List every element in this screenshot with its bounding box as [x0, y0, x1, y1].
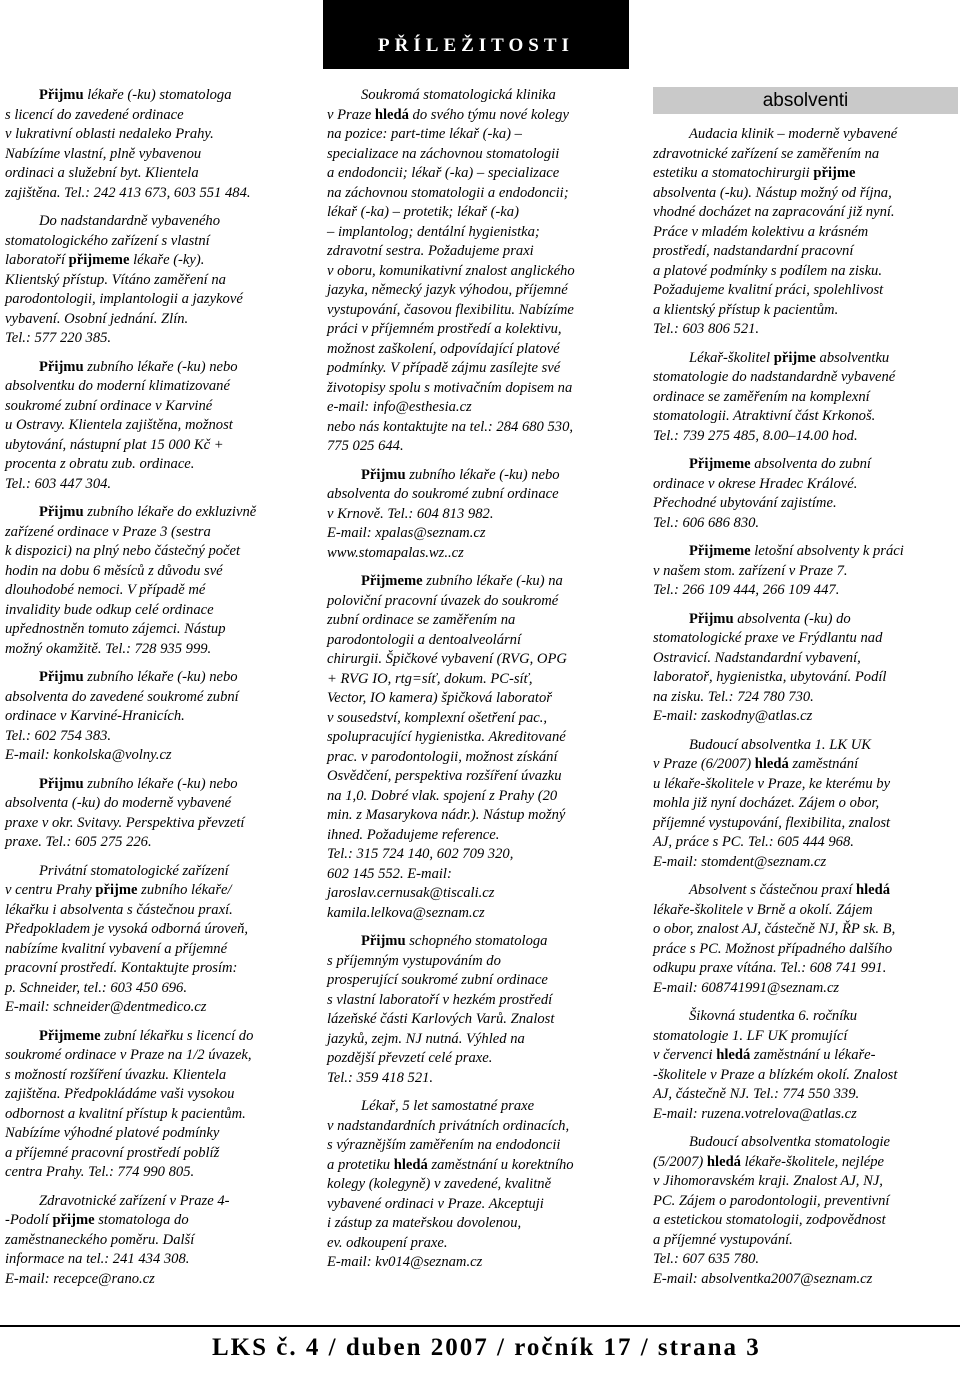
ad-line: i zástup za mateřskou dovolenou,: [327, 1215, 522, 1231]
ad-keyword: hledá: [706, 1153, 741, 1170]
classified-ad: [653, 1007, 956, 1124]
ad-line: procenta z obratu zub. ordinace.: [5, 456, 195, 472]
ad-keyword: Přijmeme: [39, 1027, 101, 1044]
ad-keyword: hledá: [716, 1047, 751, 1063]
ad-line: odkupu praxe vítána. Tel.: 608 741 991.: [653, 960, 887, 976]
ad-line: lékaře-školitele v Brně a okolí. Zájem: [653, 901, 873, 918]
classified-ad: [5, 862, 300, 1018]
ad-line: Přijmu zubního lékaře (-ku) nebo: [39, 669, 238, 685]
column-middle: [327, 86, 629, 1282]
classified-ad: [5, 86, 300, 203]
ad-line: E-mail: konkolska@volny.cz: [5, 747, 172, 763]
ad-line: spolupracující hygienistka. Akreditované: [327, 729, 566, 745]
ad-line: PC. Zájem o parodontologii, preventivní: [653, 1192, 890, 1209]
ad-keyword: Přijmeme: [361, 573, 423, 589]
classified-ad: [5, 358, 300, 495]
ad-line: soukromé ordinace v Praze na 1/2 úvazek,: [5, 1047, 252, 1063]
ad-line: a klientský přístup k pacientům.: [653, 301, 839, 318]
classified-ad: [653, 349, 956, 447]
ad-keyword: přijme: [773, 349, 816, 366]
ad-line: odbornost a kvalitní přístup k pacientům.: [5, 1105, 246, 1122]
ad-line: Tel.: 359 418 521.: [327, 1069, 434, 1086]
ad-line: Vector, IO kamera) špičková laboratoř: [327, 690, 552, 706]
ad-line: absolventku do moderní klimatizované: [5, 378, 230, 394]
ad-line: pozdější převzetí celé praxe.: [327, 1050, 493, 1066]
ad-line: možnost zaškolení, odpovídající platové: [327, 340, 560, 357]
ad-line: a protetiku hledá zaměstnání u korektního: [327, 1156, 574, 1173]
ad-line: v Jihomoravském kraji. Znalost AJ, NJ,: [653, 1173, 883, 1189]
ad-line: a příjemné vystupování.: [653, 1231, 793, 1248]
ad-line: kolegy (kolegyně) v zavedené, kvalitně: [327, 1176, 552, 1192]
ad-line: ordinace v Karviné-Hranicích.: [5, 708, 185, 724]
ad-line: v sousedství, komplexní ošetření pac.,: [327, 709, 548, 726]
ad-line: Přijmu lékaře (-ku) stomatologa: [39, 87, 232, 103]
ad-line: v našem stom. zařízení v Praze 7.: [653, 562, 848, 579]
ad-keyword: přijmeme: [68, 252, 130, 268]
ad-line: a platové podmínky s podílem na zisku.: [653, 262, 883, 279]
ad-line: Přijmu absolventa (-ku) do: [689, 610, 851, 627]
ad-line: Nabízíme výhodné platové podmínky: [5, 1125, 220, 1141]
ad-line: práci v příjemném prostředí a kolektivu,: [327, 321, 562, 337]
ad-line: ordinace se zaměřením na komplexní: [653, 388, 870, 405]
ad-line: soukromé zubní ordinace v Karviné: [5, 397, 213, 414]
ad-line: Lékař, 5 let samostatné praxe: [361, 1098, 535, 1114]
ad-line: stomatologii. Atraktivní část Krkonoš.: [653, 408, 876, 424]
ad-line: absolventa do soukromé zubní ordinace: [327, 486, 559, 502]
ad-line: laboratoří přijmeme lékaře (-ky).: [5, 252, 205, 268]
classified-ad: [5, 503, 300, 659]
ad-line: stomatologického zařízení s vlastní: [5, 232, 210, 249]
classified-ad: [327, 466, 629, 564]
ad-line: Zdravotnické zařízení v Praze 4-: [39, 1192, 230, 1209]
ad-line: absolventa (-ku). Nástup možný od října,: [653, 184, 892, 201]
ad-keyword: Přijmu: [39, 504, 84, 520]
ad-line: zubní ordinace se zaměřením na: [327, 612, 516, 628]
ad-line: Tel.: 739 275 485, 8.00–14.00 hod.: [653, 427, 858, 444]
ad-line: v centru Prahy přijme zubního lékaře/: [5, 882, 232, 898]
ad-line: Tel.: 603 806 521.: [653, 321, 760, 337]
ad-line: příjemné vystupování, flexibilita, znalost: [653, 814, 891, 831]
ad-keyword: Přijmu: [689, 610, 734, 627]
ad-line: upřednostněn tomuto zájemci. Nástup: [5, 621, 226, 637]
ad-line: chirurgii. Špičkové vybavení (RVG, OPG: [327, 651, 567, 667]
ad-line: ubytování, nástupní plat 15 000 Kč +: [5, 436, 224, 453]
ad-line: Lékař-školitel přijme absolventku: [689, 349, 890, 366]
ad-keyword: hledá: [374, 106, 409, 123]
ad-line: pracovní prostředí. Kontaktujte prosím:: [5, 960, 238, 976]
ad-line: v Praze (6/2007) hledá zaměstnání: [653, 756, 859, 772]
ad-line: -Podolí přijme stomatologa do: [5, 1212, 189, 1228]
ad-line: min. z Masarykova nádr.). Nástup možný: [327, 807, 566, 823]
classified-ad: [5, 668, 300, 766]
ad-line: o obor, znalost AJ, částečně NJ, ŘP sk. B,: [653, 921, 896, 937]
ad-line: prostředí, nadstandardní pracovní: [653, 243, 854, 259]
ad-line: v Praze hledá do svého týmu nové kolegy: [327, 106, 569, 123]
ad-line: 775 025 644.: [327, 438, 404, 454]
ad-line: kamila.lelkova@seznam.cz: [327, 904, 485, 921]
ad-line: zdravotnické zařízení se zaměřením na: [653, 145, 880, 162]
ad-keyword: Přijmeme: [689, 456, 751, 472]
ad-line: parodontologii, implantologii a jazykové: [5, 291, 243, 307]
ad-line: zajištěna. Předpokládáme vaši vysokou: [5, 1086, 235, 1102]
section-title: PŘÍLEŽITOSTI: [378, 35, 574, 56]
ad-line: hodin na dobu 6 měsíců z důvodu své: [5, 562, 223, 579]
ad-line: a estetickou stomatologii, zodpovědnost: [653, 1212, 886, 1228]
ad-line: v oboru, komunikativní znalost anglického: [327, 262, 575, 279]
ad-line: www.stomapalas.wz..cz: [327, 544, 464, 561]
ad-line: Do nadstandardně vybaveného: [39, 213, 221, 229]
section-banner: [323, 0, 629, 69]
ad-line: Tel.: 315 724 140, 602 709 320,: [327, 846, 514, 862]
ad-line: u lékaře-školitele v Praze, ke kterému by: [653, 775, 891, 792]
ad-line: s možností rozšíření úvazku. Klientela: [5, 1066, 227, 1083]
ad-line: lékař (-ka) – protetik; lékař (-ka): [327, 204, 519, 220]
ad-line: na záchovnou stomatologii a endodoncii;: [327, 184, 569, 201]
ad-line: E-mail: 608741991@seznam.cz: [653, 979, 840, 996]
ad-line: zajištěna. Tel.: 242 413 673, 603 551 484.: [5, 184, 251, 201]
classified-ad: [653, 1133, 956, 1289]
ad-line: stomatologie 1. LF UK promující: [653, 1027, 848, 1044]
ad-line: Absolvent s částečnou praxí hledá: [689, 882, 891, 898]
ad-line: s příjemným vystupováním do: [327, 952, 501, 969]
ad-line: životopisy spolu s motivačním dopisem na: [327, 379, 573, 396]
ad-line: Tel.: 607 635 780.: [653, 1251, 760, 1267]
ad-line: v lukrativní oblasti nedaleko Prahy.: [5, 126, 214, 142]
ad-line: Přijmeme zubního lékaře (-ku) na: [361, 573, 563, 589]
ad-line: ev. odkoupení praxe.: [327, 1234, 448, 1251]
ad-line: na pozice: part-time lékař (-ka) –: [327, 126, 522, 142]
ad-line: a endodoncii; lékař (-ka) – specializace: [327, 165, 560, 181]
ad-line: E-mail: absolventka2007@seznam.cz: [653, 1270, 873, 1287]
footer-rule: [0, 1325, 960, 1327]
ad-line: e-mail: info@esthesia.cz: [327, 399, 472, 415]
ad-line: Ostravicí. Nadstandardní vybavení,: [653, 649, 861, 666]
column-left: [5, 86, 300, 1298]
ad-line: + RVG IO, rtg=síť, dokum. PC-síť,: [327, 670, 533, 687]
ad-line: Tel.: 603 447 304.: [5, 475, 112, 492]
ad-line: – implantolog; dentální hygienistka;: [327, 223, 540, 240]
absolventi-heading: absolventi: [762, 90, 849, 111]
ad-line: stomatologie do nadstandardně vybavené: [653, 369, 896, 385]
ad-line: podmínky. V případě zájmu zasílejte své: [327, 360, 561, 376]
ad-keyword: přijme: [813, 165, 856, 181]
ad-line: zaměstnaneckého poměru. Další: [5, 1231, 195, 1248]
ad-line: Přijmeme zubní lékařku s licencí do: [39, 1027, 254, 1044]
ad-line: Šikovná studentka 6. ročníku: [689, 1008, 858, 1024]
ad-line: Budoucí absolventka stomatologie: [689, 1134, 891, 1150]
ad-line: vybavení. Osobní jednání. Zlín.: [5, 310, 189, 327]
ad-line: informace na tel.: 241 434 308.: [5, 1251, 190, 1267]
ad-keyword: Přijmu: [39, 358, 84, 375]
ad-keyword: Přijmu: [39, 87, 84, 103]
ad-line: Přijmeme absolventa do zubní: [689, 456, 871, 472]
ad-line: Klientský přístup. Vítáno zaměření na: [5, 271, 226, 288]
ad-line: invalidity bude odkup celé ordinace: [5, 601, 214, 618]
ad-line: dlouhodobé nemoci. V případě mé: [5, 582, 206, 598]
ad-line: centra Prahy. Tel.: 774 990 805.: [5, 1164, 195, 1180]
ad-line: Nabízíme vlastní, plně vybavenou: [5, 145, 202, 162]
classified-ad: [653, 125, 956, 340]
ad-line: v červenci hledá zaměstnání u lékaře-: [653, 1047, 876, 1063]
ad-line: v Krnově. Tel.: 604 813 982.: [327, 505, 494, 522]
ad-keyword: Přijmu: [361, 466, 406, 483]
ad-line: Přijmu zubního lékaře do exkluzivně: [39, 504, 257, 520]
ad-line: prac. v parodontologii, možnost získání: [327, 748, 558, 765]
classified-ad: [5, 775, 300, 853]
ad-line: v nadstandardních privátních ordinacích,: [327, 1117, 570, 1134]
ad-line: Přijmeme letošní absolventy k práci: [689, 543, 904, 559]
ad-line: E-mail: recepce@rano.cz: [5, 1270, 155, 1287]
ad-keyword: přijme: [52, 1212, 95, 1228]
ad-line: jazyků, zejm. NJ nutná. Výhled na: [327, 1030, 525, 1047]
classified-ad: [5, 1027, 300, 1183]
classified-ad: [5, 212, 300, 349]
ad-line: Požadujeme kvalitní práci, spolehlivost: [653, 282, 884, 298]
classified-ad: [5, 1192, 300, 1290]
ad-line: s licencí do zavedené ordinace: [5, 106, 184, 123]
ad-line: absolventa do zavedené soukromé zubní: [5, 688, 239, 705]
ad-line: jazyka, německý jazyk výhodou, příjemné: [327, 282, 568, 298]
classified-ad: [327, 932, 629, 1088]
ad-line: nabízíme kvalitní vybavení a příjemné: [5, 940, 228, 957]
ad-line: praxe v okr. Svitavy. Perspektiva převzetí: [5, 814, 245, 831]
ad-line: AJ, práce s PC. Tel.: 605 444 968.: [653, 834, 854, 850]
ad-line: Soukromá stomatologická klinika: [361, 87, 556, 103]
ad-line: Tel.: 602 754 383.: [5, 727, 112, 744]
ad-line: vhodné docházet na zapracování již nyní.: [653, 204, 895, 220]
ad-line: E-mail: zaskodny@atlas.cz: [653, 708, 813, 724]
ad-line: -školitele v Praze a blízkém okolí. Znalost: [653, 1066, 898, 1083]
ad-line: jaroslav.cernusak@tiscali.cz: [327, 885, 495, 901]
ad-line: AJ, částečně NJ. Tel.: 774 550 339.: [653, 1086, 860, 1102]
ad-keyword: hledá: [393, 1156, 428, 1173]
footer-issue-line: LKS č. 4 / duben 2007 / ročník 17 / strana 3: [212, 1334, 761, 1361]
ad-line: ordinace v okrese Hradec Králové.: [653, 475, 858, 492]
classified-ad: [327, 572, 629, 923]
ad-line: Přijmu zubního lékaře (-ku) nebo: [361, 466, 560, 483]
ad-line: Osvědčení, perspektiva rozšíření úvazku: [327, 768, 562, 784]
ad-line: s vlastní laboratoří v hezkém prostředí: [327, 991, 553, 1008]
ad-keyword: Přijmu: [361, 933, 406, 949]
ad-line: s výraznějším zaměřením na endodoncii: [327, 1137, 561, 1153]
ad-line: vybavené ordinaci v Praze. Akceptuji: [327, 1195, 544, 1212]
ad-keyword: hledá: [855, 882, 891, 898]
ad-line: lázeňské části Karlových Varů. Znalost: [327, 1011, 555, 1027]
classified-ad: [653, 736, 956, 873]
ad-line: Přechodné ubytování zajistíme.: [653, 495, 837, 511]
classified-ad: [327, 86, 629, 457]
ad-line: absolventa (-ku) do moderně vybavené: [5, 795, 232, 811]
absolventi-heading-box: [653, 87, 958, 114]
ad-keyword: Přijmeme: [689, 543, 751, 559]
ad-line: specializace na záchovnou stomatologii: [327, 145, 560, 162]
ad-line: E-mail: stomdent@seznam.cz: [653, 853, 827, 870]
ad-line: E-mail: kv014@seznam.cz: [327, 1254, 483, 1270]
ad-line: E-mail: xpalas@seznam.cz: [327, 525, 486, 541]
column-right: [653, 125, 956, 1298]
ad-keyword: Přijmu: [39, 669, 84, 685]
ad-line: parodontologii a dentoalveolární: [327, 631, 522, 648]
ad-line: Práce v mladém kolektivu a krásném: [653, 223, 869, 240]
ad-keyword: přijme: [95, 882, 138, 898]
classified-ad: [653, 455, 956, 533]
ad-line: možný okamžitě. Tel.: 728 935 999.: [5, 640, 212, 657]
ad-line: Tel.: 577 220 385.: [5, 330, 112, 346]
ad-line: a příjemné pracovní prostředí poblíž: [5, 1144, 220, 1161]
ad-keyword: Přijmu: [39, 775, 84, 792]
ad-line: praxe. Tel.: 605 275 226.: [5, 834, 152, 850]
ad-line: estetiku a stomatochirurgii přijme: [653, 165, 856, 181]
ad-line: laboratoř, hygienistka, ubytování. Podíl: [653, 669, 887, 685]
ad-line: Audacia klinik – moderně vybavené: [689, 126, 898, 142]
ad-line: zařízené ordinace v Praze 3 (sestra: [5, 523, 211, 540]
ad-line: prosperující soukromé zubní ordinace: [327, 972, 548, 988]
ad-line: Budoucí absolventka 1. LK UK: [689, 736, 872, 753]
ad-line: E-mail: ruzena.votrelova@atlas.cz: [653, 1105, 857, 1122]
ad-line: poloviční pracovní úvazek do soukromé: [327, 592, 559, 609]
classified-ad: [653, 881, 956, 998]
ad-line: Privátní stomatologické zařízení: [39, 862, 229, 879]
ad-line: k dispozici) na plný nebo částečný počet: [5, 543, 241, 559]
ad-line: 602 145 552. E-mail:: [327, 865, 452, 882]
ad-line: ihned. Požadujeme reference.: [327, 826, 500, 843]
ad-line: Přijmu zubního lékaře (-ku) nebo: [39, 358, 238, 375]
ad-line: p. Schneider, tel.: 603 450 696.: [5, 979, 187, 996]
classified-ad: [653, 542, 956, 601]
ad-line: E-mail: schneider@dentmedico.cz: [5, 999, 207, 1015]
ad-keyword: hledá: [754, 756, 789, 772]
classified-ad: [653, 610, 956, 727]
ad-line: zdravotní sestra. Požadujeme praxi: [327, 243, 534, 259]
ad-line: stomatologické praxe ve Frýdlantu nad: [653, 630, 883, 646]
ad-line: lékařku i absolventa s částečnou praxí.: [5, 901, 233, 918]
ad-line: Tel.: 266 109 444, 266 109 447.: [653, 582, 840, 598]
ad-line: Přijmu schopného stomatologa: [361, 933, 548, 949]
ad-line: mohla již nyní docházet. Zájem o obor,: [653, 795, 880, 811]
ad-line: nebo nás kontaktujte na tel.: 284 680 530,: [327, 418, 574, 435]
ad-line: ordinaci a služební byt. Klientela: [5, 165, 199, 181]
ad-line: práce s PC. Možnost případného dalšího: [653, 940, 893, 957]
ad-line: (5/2007) hledá lékaře-školitele, nejlépe: [653, 1153, 885, 1170]
ad-line: Přijmu zubního lékaře (-ku) nebo: [39, 775, 238, 792]
ad-line: na zisku. Tel.: 724 780 730.: [653, 688, 814, 705]
ad-line: Tel.: 606 686 830.: [653, 514, 760, 531]
classified-ad: [327, 1097, 629, 1273]
ad-line: u Ostravy. Klientela zajištěna, možnost: [5, 417, 233, 433]
ad-line: vystupování, časovou flexibilitu. Nabízíme: [327, 301, 574, 318]
ad-line: na 1,0. Dobré vlak. spojení z Prahy (20: [327, 787, 558, 804]
ad-line: Předpokladem je vysoká odborná úroveň,: [5, 921, 249, 937]
